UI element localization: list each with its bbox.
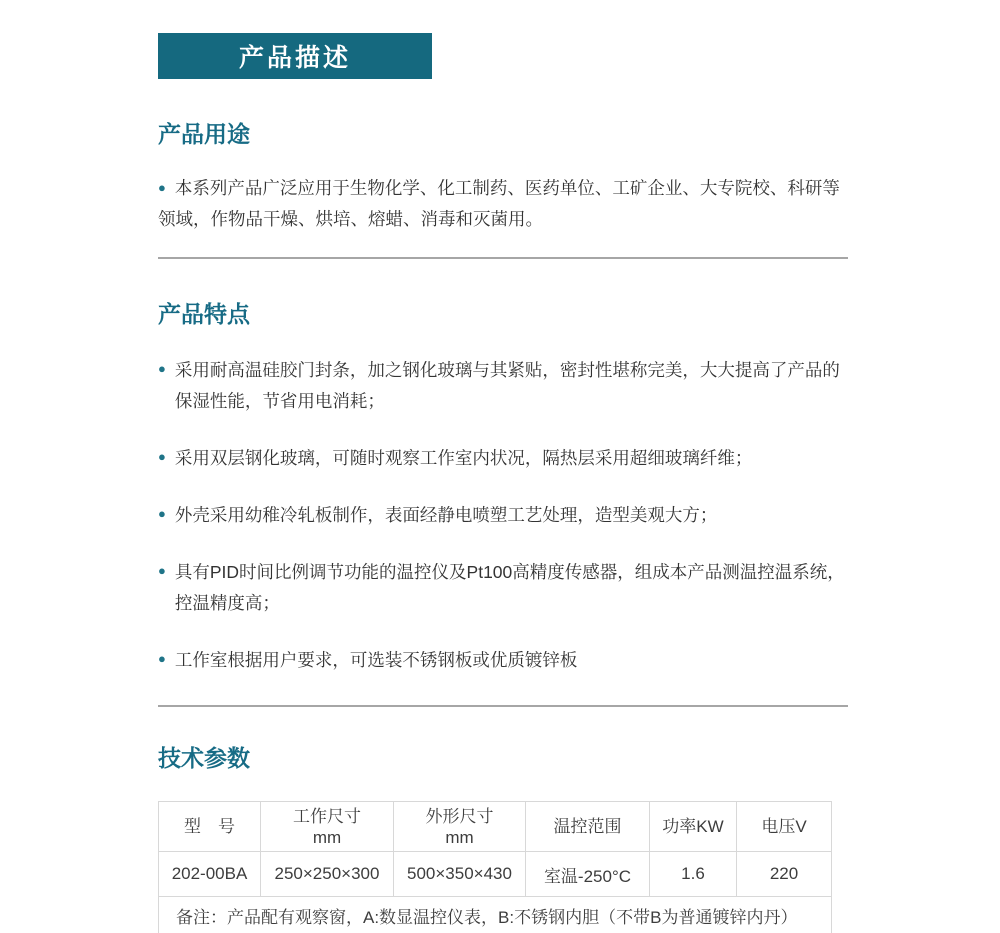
col-header-power: 功率KW [650, 802, 737, 852]
divider [158, 705, 848, 707]
feature-item [158, 500, 848, 531]
bullet-icon: ● [158, 180, 166, 195]
bullet-icon: ● [158, 449, 166, 464]
section-banner [158, 33, 432, 79]
feature-text: 工作室根据用户要求，可选装不锈钢板或优质镀锌板 [174, 650, 578, 670]
feature-text: 采用双层钢化玻璃，可随时观察工作室内状况，隔热层采用超细玻璃纤维； [174, 448, 753, 468]
usage-heading: 产品用途 [158, 121, 250, 147]
bullet-icon: ● [158, 361, 166, 376]
feature-item [158, 355, 848, 417]
cell-model: 202-00BA [159, 852, 261, 897]
cell-outer-size: 500×350×430 [394, 852, 526, 897]
feature-text: 采用耐高温硅胶门封条，加之钢化玻璃与其紧贴，密封性堪称完美，大大提高了产品的保湿性能，节省用电消耗； [174, 360, 840, 411]
feature-item [158, 557, 848, 619]
specs-heading: 技术参数 [158, 745, 250, 771]
note-cell: 备注：产品配有观察窗，A:数显温控仪表，B:不锈钢内胆（不带B为普通镀锌内丹） [159, 897, 832, 933]
spec-table [158, 801, 832, 933]
cell-temp-range: 室温-250°C [526, 852, 650, 897]
col-header-model: 型 号 [159, 802, 261, 852]
bullet-icon: ● [158, 563, 166, 578]
col-header-voltage: 电压V [737, 802, 832, 852]
feature-list [158, 355, 848, 676]
banner-title: 产品描述 [238, 44, 351, 72]
cell-voltage: 220 [737, 852, 832, 897]
bullet-icon: ● [158, 506, 166, 521]
spec-table-note-row [159, 897, 832, 933]
col-header-temp-range: 温控范围 [526, 802, 650, 852]
feature-item [158, 443, 848, 474]
divider [158, 257, 848, 259]
feature-text: 外壳采用幼稚冷轧板制作，表面经静电喷塑工艺处理，造型美观大方； [174, 505, 718, 525]
spec-table-header-row [159, 802, 832, 852]
bullet-icon: ● [158, 651, 166, 666]
col-header-outer-size: 外形尺寸 mm [394, 802, 526, 852]
col-header-work-size: 工作尺寸 mm [261, 802, 394, 852]
cell-power: 1.6 [650, 852, 737, 897]
usage-text: 本系列产品广泛应用于生物化学、化工制药、医药单位、工矿企业、大专院校、科研等领域，作物品干燥、烘培、熔蜡、消毒和灭菌用。 [158, 178, 840, 229]
spec-table-data-row [159, 852, 832, 897]
feature-item [158, 645, 848, 676]
features-heading: 产品特点 [158, 301, 250, 327]
feature-text: 具有PID时间比例调节功能的温控仪及Pt100高精度传感器，组成本产品测温控温系统，控温精度高； [174, 562, 845, 613]
content-column [158, 33, 848, 933]
usage-paragraph [158, 172, 848, 235]
cell-work-size: 250×250×300 [261, 852, 394, 897]
